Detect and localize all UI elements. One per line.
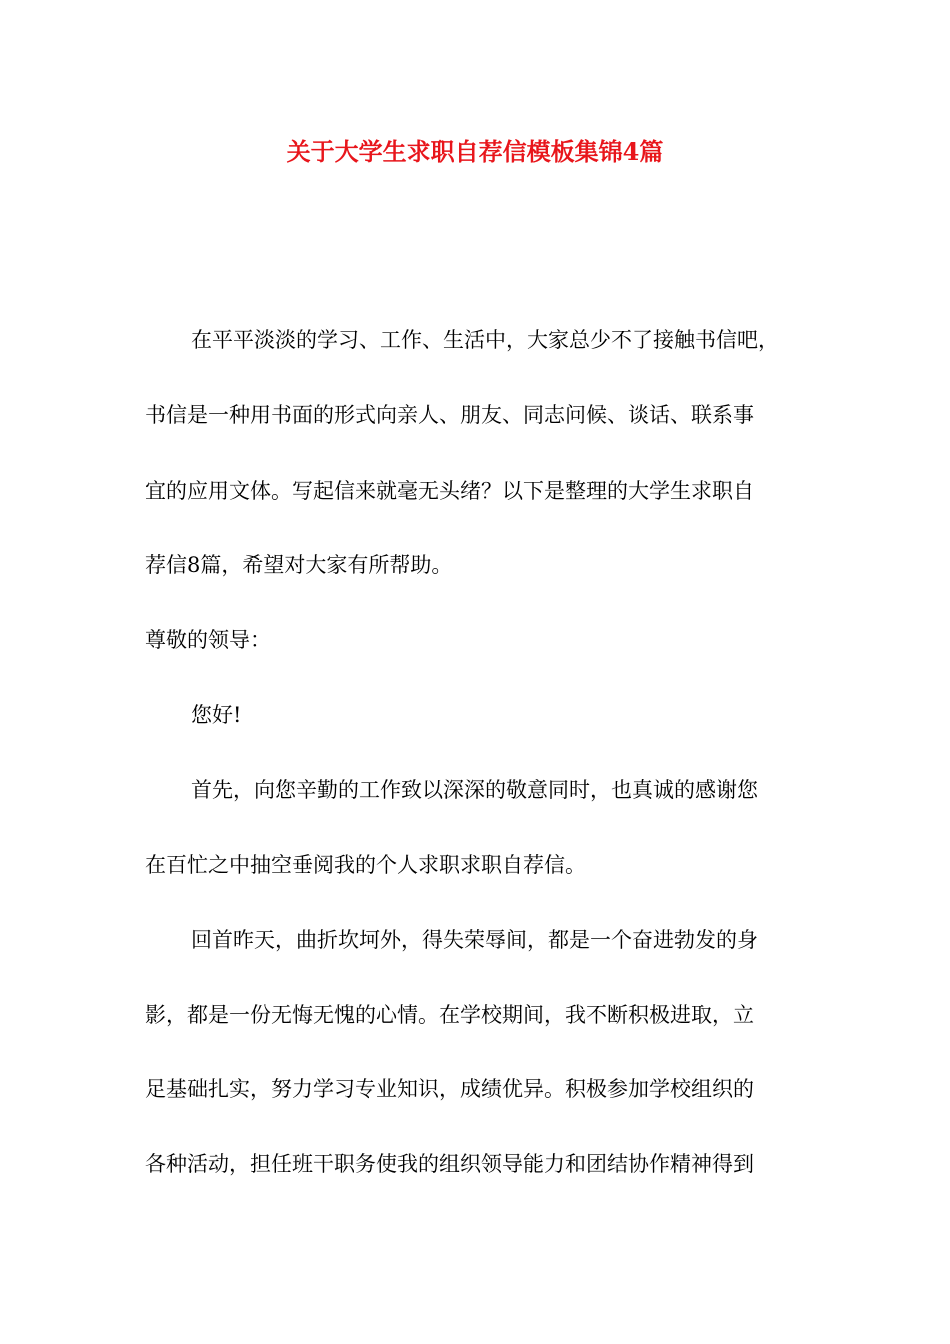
paragraph-line: 各种活动，担任班干职务使我的组织领导能力和团结协作精神得到 bbox=[145, 1152, 754, 1176]
paragraph-line: 书信是一种用书面的形式向亲人、朋友、同志问候、谈话、联系事 bbox=[145, 403, 754, 427]
paragraph-line: 回首昨天，曲折坎坷外，得失荣辱间，都是一个奋进勃发的身 bbox=[191, 928, 758, 952]
paragraph-line: 首先，向您辛勤的工作致以深深的敬意同时，也真诚的感谢您 bbox=[191, 778, 758, 802]
greeting: 您好! bbox=[191, 703, 242, 727]
salutation: 尊敬的领导： bbox=[145, 628, 271, 652]
paragraph-line: 宜的应用文体。写起信来就毫无头绪？以下是整理的大学生求职自 bbox=[145, 479, 754, 503]
paragraph-line: 在百忙之中抽空垂阅我的个人求职求职自荐信。 bbox=[145, 853, 586, 877]
paragraph-line: 在平平淡淡的学习、工作、生活中，大家总少不了接触书信吧， bbox=[191, 328, 779, 352]
paragraph-line: 足基础扎实，努力学习专业知识，成绩优异。积极参加学校组织的 bbox=[145, 1077, 754, 1101]
document-title: 关于大学生求职自荐信模板集锦4篇 bbox=[286, 137, 664, 166]
paragraph-line: 荐信8篇，希望对大家有所帮助。 bbox=[145, 553, 453, 577]
paragraph-line: 影，都是一份无悔无愧的心情。在学校期间，我不断积极进取，立 bbox=[145, 1003, 754, 1027]
